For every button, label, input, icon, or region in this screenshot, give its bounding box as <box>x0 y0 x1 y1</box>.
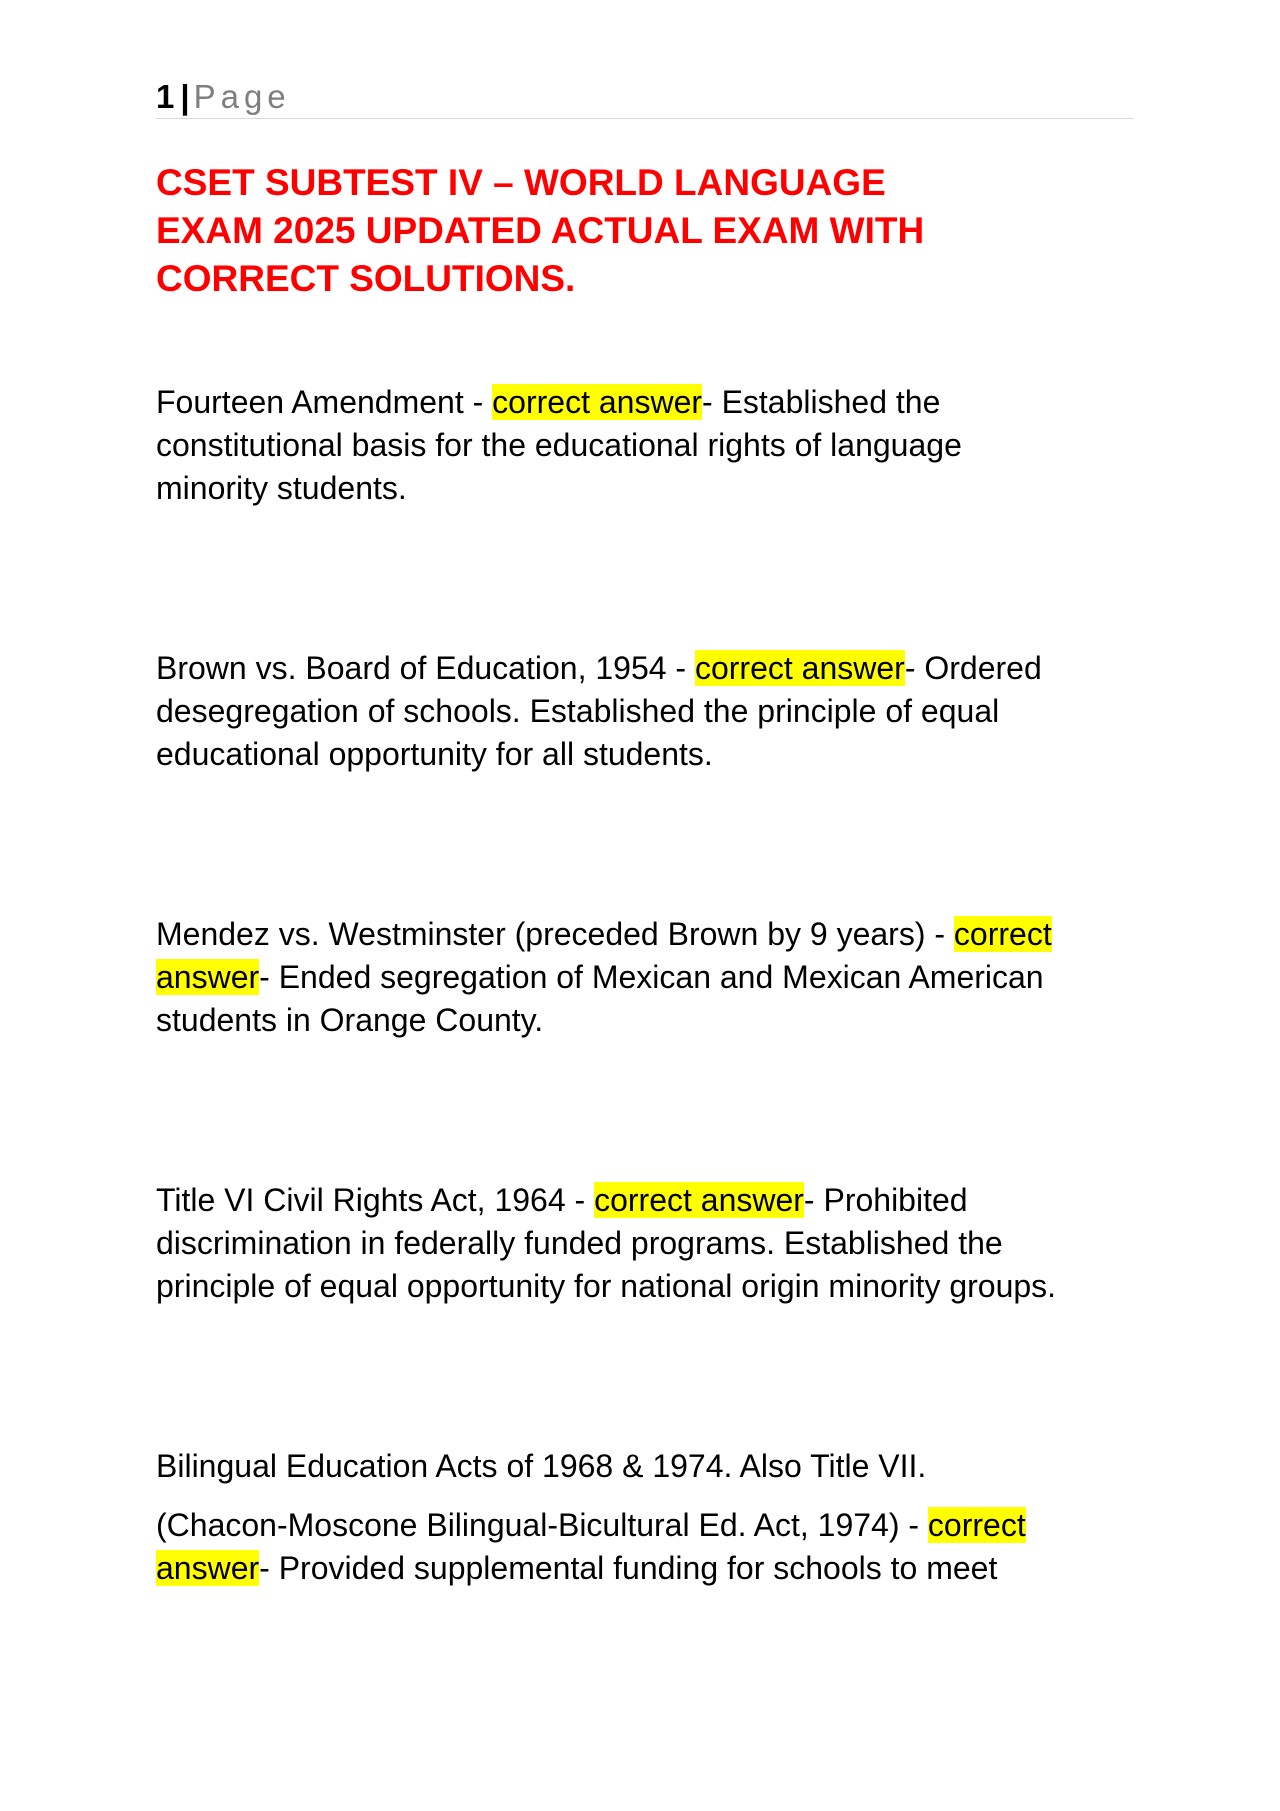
qa-entry-bilingual-education-acts <box>156 1445 1146 1590</box>
entry-answer: - Ended segregation of Mexican and Mexican American <box>259 959 1044 995</box>
correct-answer-highlight: correct answer <box>594 1182 804 1218</box>
page-label: Page <box>193 78 291 115</box>
entry-term: Mendez vs. Westminster (preceded Brown by 9 years) - <box>156 916 954 952</box>
correct-answer-highlight: correct answer <box>492 384 703 420</box>
entry-line: principle of equal opportunity for national origin minority groups. <box>156 1268 1057 1304</box>
title-line: CORRECT SOLUTIONS. <box>156 258 576 299</box>
entry-line: educational opportunity for all students. <box>156 736 713 772</box>
entry-line <box>156 956 1146 999</box>
correct-answer-highlight: correct <box>927 1507 1026 1543</box>
correct-answer-highlight: answer <box>156 1550 260 1586</box>
entry-answer: - Established the <box>702 384 941 420</box>
entry-term: Fourteen Amendment - <box>156 384 493 420</box>
qa-entry-mendez-v-westminster <box>156 913 1146 1042</box>
entry-answer: - Ordered <box>904 650 1042 686</box>
page-header <box>156 76 1134 119</box>
title-line: EXAM 2025 UPDATED ACTUAL EXAM WITH <box>156 210 925 251</box>
entry-line <box>156 913 1146 956</box>
entry-line <box>156 381 1146 424</box>
entry-line: discrimination in federally funded programs. Established the <box>156 1225 1003 1261</box>
correct-answer-highlight: answer <box>156 959 260 995</box>
title-line: CSET SUBTEST IV – WORLD LANGUAGE <box>156 162 886 203</box>
correct-answer-highlight: correct <box>953 916 1052 952</box>
entry-line: students in Orange County. <box>156 1002 544 1038</box>
entry-term: Title VI Civil Rights Act, 1964 - <box>156 1182 595 1218</box>
entry-line <box>156 647 1146 690</box>
qa-entry-fourteenth-amendment <box>156 381 1146 510</box>
entry-term: Brown vs. Board of Education, 1954 - <box>156 650 695 686</box>
document-title <box>156 159 1116 303</box>
entry-answer: - Prohibited <box>803 1182 968 1218</box>
entry-line <box>156 1547 1146 1590</box>
qa-entry-title-vi <box>156 1179 1146 1308</box>
entry-line <box>156 1504 1146 1547</box>
entry-answer: - Provided supplemental funding for schools to meet <box>259 1550 998 1586</box>
correct-answer-highlight: correct answer <box>694 650 905 686</box>
entry-line: constitutional basis for the educational rights of language <box>156 427 962 463</box>
page-separator: | <box>180 78 190 115</box>
entry-term: (Chacon-Moscone Bilingual-Bicultural Ed. Act, 1974) - <box>156 1507 928 1543</box>
entry-line: minority students. <box>156 470 407 506</box>
entry-line <box>156 1179 1146 1222</box>
entry-line: Bilingual Education Acts of 1968 & 1974. Also Title VII. <box>156 1448 927 1484</box>
page-number: 1 <box>156 78 175 115</box>
qa-entry-brown-v-board <box>156 647 1146 776</box>
entry-line: desegregation of schools. Established the principle of equal <box>156 693 1000 729</box>
